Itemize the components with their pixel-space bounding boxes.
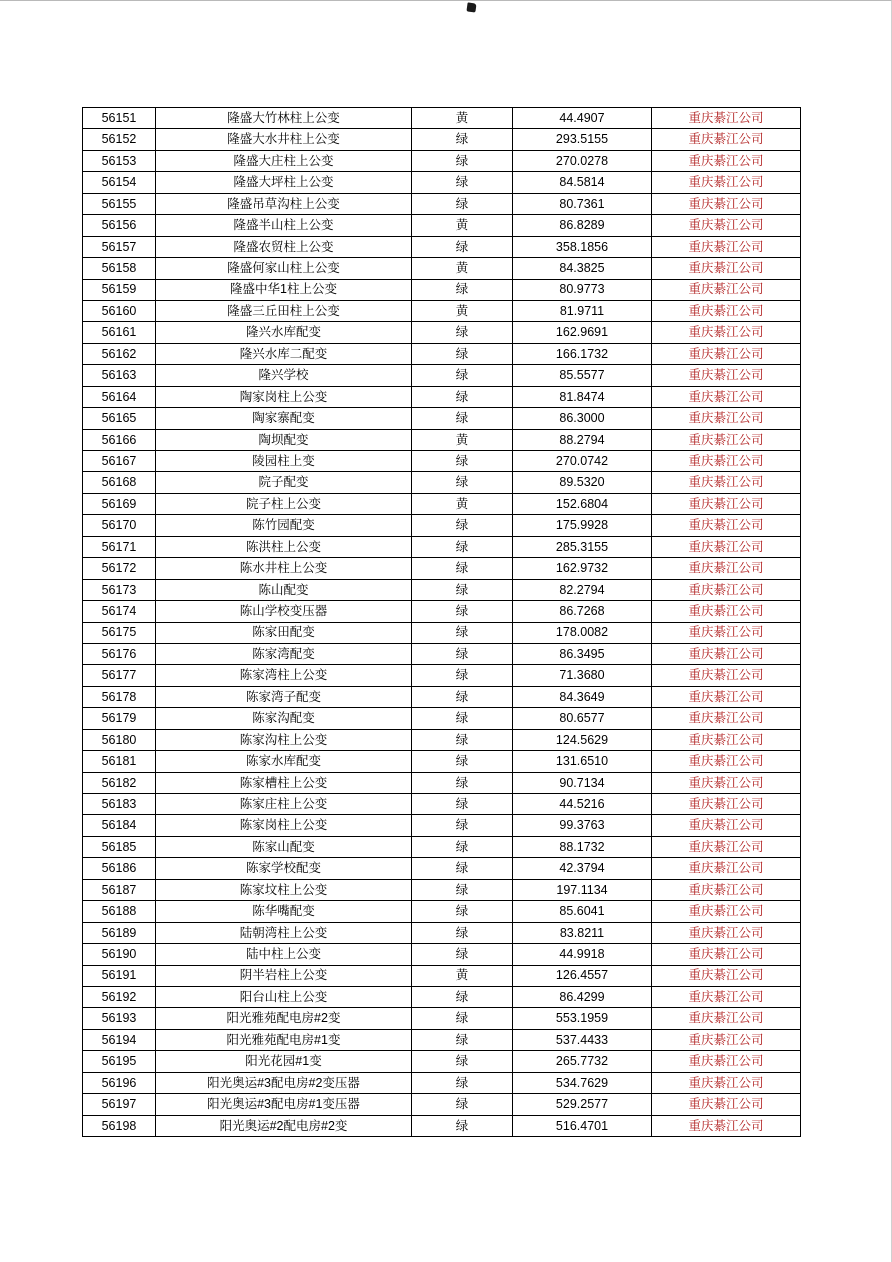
cell-name: 陈家学校配变 — [156, 858, 412, 879]
cell-name: 陈洪柱上公变 — [156, 536, 412, 557]
cell-name: 陈家沟配变 — [156, 708, 412, 729]
cell-status: 绿 — [412, 601, 513, 622]
cell-name: 阳光花园#1变 — [156, 1051, 412, 1072]
cell-name: 院子配变 — [156, 472, 412, 493]
cell-company: 重庆綦江公司 — [652, 172, 801, 193]
cell-value: 99.3763 — [513, 815, 652, 836]
cell-id: 56179 — [83, 708, 156, 729]
cell-id: 56181 — [83, 751, 156, 772]
cell-company: 重庆綦江公司 — [652, 879, 801, 900]
cell-status: 绿 — [412, 772, 513, 793]
cell-company: 重庆綦江公司 — [652, 794, 801, 815]
cell-name: 隆兴学校 — [156, 365, 412, 386]
cell-id: 56189 — [83, 922, 156, 943]
cell-id: 56157 — [83, 236, 156, 257]
table-row — [83, 965, 801, 986]
cell-value: 162.9732 — [513, 558, 652, 579]
cell-name: 陈山学校变压器 — [156, 601, 412, 622]
cell-value: 86.3495 — [513, 643, 652, 664]
cell-value: 84.5814 — [513, 172, 652, 193]
cell-status: 绿 — [412, 150, 513, 171]
cell-company: 重庆綦江公司 — [652, 279, 801, 300]
cell-status: 绿 — [412, 643, 513, 664]
table-row — [83, 836, 801, 857]
cell-company: 重庆綦江公司 — [652, 129, 801, 150]
cell-status: 黄 — [412, 258, 513, 279]
cell-status: 绿 — [412, 236, 513, 257]
cell-name: 隆盛大庄柱上公变 — [156, 150, 412, 171]
cell-status: 绿 — [412, 322, 513, 343]
cell-id: 56190 — [83, 944, 156, 965]
cell-name: 隆盛三丘田柱上公变 — [156, 300, 412, 321]
table-row — [83, 751, 801, 772]
cell-company: 重庆綦江公司 — [652, 365, 801, 386]
cell-name: 隆兴水库配变 — [156, 322, 412, 343]
cell-company: 重庆綦江公司 — [652, 815, 801, 836]
table-row — [83, 365, 801, 386]
cell-status: 黄 — [412, 493, 513, 514]
cell-status: 绿 — [412, 858, 513, 879]
cell-id: 56176 — [83, 643, 156, 664]
cell-value: 124.5629 — [513, 729, 652, 750]
cell-status: 绿 — [412, 1115, 513, 1136]
cell-value: 126.4557 — [513, 965, 652, 986]
cell-value: 358.1856 — [513, 236, 652, 257]
cell-company: 重庆綦江公司 — [652, 493, 801, 514]
table-row — [83, 279, 801, 300]
table-row — [83, 536, 801, 557]
cell-name: 隆盛大坪柱上公变 — [156, 172, 412, 193]
table-row — [83, 879, 801, 900]
cell-name: 陈竹园配变 — [156, 515, 412, 536]
table-row — [83, 944, 801, 965]
table-row — [83, 901, 801, 922]
table-row — [83, 858, 801, 879]
cell-status: 绿 — [412, 365, 513, 386]
cell-status: 绿 — [412, 815, 513, 836]
cell-status: 绿 — [412, 922, 513, 943]
cell-status: 绿 — [412, 836, 513, 857]
cell-name: 陈家槽柱上公变 — [156, 772, 412, 793]
cell-id: 56188 — [83, 901, 156, 922]
cell-value: 81.9711 — [513, 300, 652, 321]
cell-company: 重庆綦江公司 — [652, 429, 801, 450]
cell-value: 42.3794 — [513, 858, 652, 879]
cell-company: 重庆綦江公司 — [652, 729, 801, 750]
cell-id: 56161 — [83, 322, 156, 343]
cell-value: 86.3000 — [513, 408, 652, 429]
cell-id: 56197 — [83, 1094, 156, 1115]
cell-id: 56151 — [83, 108, 156, 129]
table-row — [83, 322, 801, 343]
cell-value: 85.6041 — [513, 901, 652, 922]
cell-name: 陈山配变 — [156, 579, 412, 600]
cell-company: 重庆綦江公司 — [652, 108, 801, 129]
cell-company: 重庆綦江公司 — [652, 922, 801, 943]
cell-status: 绿 — [412, 558, 513, 579]
cell-name: 陆中柱上公变 — [156, 944, 412, 965]
cell-status: 绿 — [412, 408, 513, 429]
cell-value: 86.7268 — [513, 601, 652, 622]
table-row — [83, 815, 801, 836]
cell-id: 56180 — [83, 729, 156, 750]
cell-name: 隆盛大水井柱上公变 — [156, 129, 412, 150]
cell-value: 82.2794 — [513, 579, 652, 600]
cell-company: 重庆綦江公司 — [652, 150, 801, 171]
cell-id: 56152 — [83, 129, 156, 150]
cell-company: 重庆綦江公司 — [652, 601, 801, 622]
table-row — [83, 193, 801, 214]
table-row — [83, 300, 801, 321]
table-row — [83, 451, 801, 472]
cell-status: 绿 — [412, 129, 513, 150]
cell-company: 重庆綦江公司 — [652, 665, 801, 686]
cell-company: 重庆綦江公司 — [652, 986, 801, 1007]
cell-company: 重庆綦江公司 — [652, 708, 801, 729]
cell-id: 56177 — [83, 665, 156, 686]
cell-id: 56175 — [83, 622, 156, 643]
table-row — [83, 429, 801, 450]
cell-status: 绿 — [412, 944, 513, 965]
cell-value: 81.8474 — [513, 386, 652, 407]
cell-status: 绿 — [412, 986, 513, 1007]
cell-id: 56154 — [83, 172, 156, 193]
table-row — [83, 794, 801, 815]
table-row — [83, 108, 801, 129]
cell-id: 56178 — [83, 686, 156, 707]
cell-name: 阳光雅苑配电房#2变 — [156, 1008, 412, 1029]
cell-status: 绿 — [412, 386, 513, 407]
cell-status: 黄 — [412, 108, 513, 129]
cell-id: 56196 — [83, 1072, 156, 1093]
cell-status: 绿 — [412, 1072, 513, 1093]
cell-value: 285.3155 — [513, 536, 652, 557]
cell-value: 80.7361 — [513, 193, 652, 214]
cell-name: 陶坝配变 — [156, 429, 412, 450]
cell-name: 陶家寨配变 — [156, 408, 412, 429]
cell-company: 重庆綦江公司 — [652, 622, 801, 643]
cell-company: 重庆綦江公司 — [652, 836, 801, 857]
cell-id: 56155 — [83, 193, 156, 214]
cell-id: 56198 — [83, 1115, 156, 1136]
table-row — [83, 772, 801, 793]
cell-value: 88.2794 — [513, 429, 652, 450]
cell-id: 56174 — [83, 601, 156, 622]
table-row — [83, 601, 801, 622]
cell-id: 56182 — [83, 772, 156, 793]
cell-id: 56170 — [83, 515, 156, 536]
table-row — [83, 472, 801, 493]
cell-status: 绿 — [412, 751, 513, 772]
cell-company: 重庆綦江公司 — [652, 300, 801, 321]
cell-status: 绿 — [412, 472, 513, 493]
cell-id: 56153 — [83, 150, 156, 171]
cell-name: 陈家田配变 — [156, 622, 412, 643]
cell-value: 553.1959 — [513, 1008, 652, 1029]
cell-id: 56168 — [83, 472, 156, 493]
cell-id: 56193 — [83, 1008, 156, 1029]
cell-value: 80.6577 — [513, 708, 652, 729]
table-row — [83, 922, 801, 943]
cell-company: 重庆綦江公司 — [652, 1072, 801, 1093]
cell-id: 56194 — [83, 1029, 156, 1050]
table-row — [83, 150, 801, 171]
cell-id: 56171 — [83, 536, 156, 557]
cell-id: 56192 — [83, 986, 156, 1007]
cell-status: 绿 — [412, 622, 513, 643]
cell-status: 绿 — [412, 343, 513, 364]
cell-id: 56195 — [83, 1051, 156, 1072]
cell-status: 绿 — [412, 451, 513, 472]
cell-name: 陈家山配变 — [156, 836, 412, 857]
cell-value: 166.1732 — [513, 343, 652, 364]
cell-id: 56165 — [83, 408, 156, 429]
cell-status: 绿 — [412, 708, 513, 729]
cell-name: 院子柱上公变 — [156, 493, 412, 514]
cell-company: 重庆綦江公司 — [652, 579, 801, 600]
cell-company: 重庆綦江公司 — [652, 1094, 801, 1115]
cell-value: 265.7732 — [513, 1051, 652, 1072]
cell-status: 绿 — [412, 1029, 513, 1050]
cell-company: 重庆綦江公司 — [652, 386, 801, 407]
cell-id: 56162 — [83, 343, 156, 364]
table-row — [83, 986, 801, 1007]
cell-name: 陈家岗柱上公变 — [156, 815, 412, 836]
cell-name: 陈家坟柱上公变 — [156, 879, 412, 900]
table-row — [83, 215, 801, 236]
cell-value: 270.0278 — [513, 150, 652, 171]
cell-company: 重庆綦江公司 — [652, 965, 801, 986]
cell-status: 绿 — [412, 193, 513, 214]
table-row — [83, 1115, 801, 1136]
cell-status: 黄 — [412, 965, 513, 986]
cell-value: 529.2577 — [513, 1094, 652, 1115]
cell-id: 56167 — [83, 451, 156, 472]
cell-company: 重庆綦江公司 — [652, 1029, 801, 1050]
cell-company: 重庆綦江公司 — [652, 1115, 801, 1136]
cell-status: 绿 — [412, 515, 513, 536]
cell-value: 85.5577 — [513, 365, 652, 386]
cell-id: 56173 — [83, 579, 156, 600]
cell-name: 隆盛何家山柱上公变 — [156, 258, 412, 279]
table-row — [83, 493, 801, 514]
cell-company: 重庆綦江公司 — [652, 944, 801, 965]
cell-name: 隆兴水库二配变 — [156, 343, 412, 364]
cell-id: 56169 — [83, 493, 156, 514]
table-row — [83, 236, 801, 257]
cell-name: 隆盛吊草沟柱上公变 — [156, 193, 412, 214]
cell-id: 56164 — [83, 386, 156, 407]
cell-name: 陵园柱上变 — [156, 451, 412, 472]
cell-name: 隆盛农贸柱上公变 — [156, 236, 412, 257]
cell-company: 重庆綦江公司 — [652, 686, 801, 707]
cell-status: 黄 — [412, 215, 513, 236]
cell-company: 重庆綦江公司 — [652, 472, 801, 493]
table-row — [83, 665, 801, 686]
cell-status: 绿 — [412, 665, 513, 686]
cell-company: 重庆綦江公司 — [652, 343, 801, 364]
cell-name: 隆盛大竹林柱上公变 — [156, 108, 412, 129]
cell-company: 重庆綦江公司 — [652, 193, 801, 214]
cell-value: 71.3680 — [513, 665, 652, 686]
cell-company: 重庆綦江公司 — [652, 215, 801, 236]
cell-id: 56185 — [83, 836, 156, 857]
cell-value: 86.8289 — [513, 215, 652, 236]
cell-value: 197.1134 — [513, 879, 652, 900]
cell-name: 阳台山柱上公变 — [156, 986, 412, 1007]
cell-company: 重庆綦江公司 — [652, 1008, 801, 1029]
cell-value: 293.5155 — [513, 129, 652, 150]
table-row — [83, 1008, 801, 1029]
cell-id: 56172 — [83, 558, 156, 579]
cell-value: 84.3649 — [513, 686, 652, 707]
cell-id: 56158 — [83, 258, 156, 279]
cell-value: 175.9928 — [513, 515, 652, 536]
cell-name: 陈家湾配变 — [156, 643, 412, 664]
cell-company: 重庆綦江公司 — [652, 1051, 801, 1072]
cell-name: 隆盛半山柱上公变 — [156, 215, 412, 236]
cell-status: 黄 — [412, 429, 513, 450]
table-row — [83, 1029, 801, 1050]
cell-name: 阳光奥运#2配电房#2变 — [156, 1115, 412, 1136]
table-row — [83, 729, 801, 750]
table-row — [83, 708, 801, 729]
cell-value: 44.5216 — [513, 794, 652, 815]
table-body — [83, 108, 801, 1137]
table-row — [83, 1094, 801, 1115]
cell-name: 陈华嘴配变 — [156, 901, 412, 922]
table-row — [83, 172, 801, 193]
cell-value: 88.1732 — [513, 836, 652, 857]
cell-name: 阳光雅苑配电房#1变 — [156, 1029, 412, 1050]
cell-id: 56183 — [83, 794, 156, 815]
table-row — [83, 408, 801, 429]
table-row — [83, 686, 801, 707]
cell-id: 56186 — [83, 858, 156, 879]
cell-company: 重庆綦江公司 — [652, 751, 801, 772]
cell-status: 绿 — [412, 1094, 513, 1115]
cell-value: 178.0082 — [513, 622, 652, 643]
table-row — [83, 1072, 801, 1093]
cell-value: 534.7629 — [513, 1072, 652, 1093]
cell-status: 绿 — [412, 794, 513, 815]
cell-id: 56163 — [83, 365, 156, 386]
cell-status: 绿 — [412, 1051, 513, 1072]
cell-value: 84.3825 — [513, 258, 652, 279]
cell-status: 绿 — [412, 879, 513, 900]
cell-value: 83.8211 — [513, 922, 652, 943]
cell-status: 绿 — [412, 1008, 513, 1029]
table-row — [83, 579, 801, 600]
cell-value: 44.9918 — [513, 944, 652, 965]
cell-value: 131.6510 — [513, 751, 652, 772]
cell-name: 陈家沟柱上公变 — [156, 729, 412, 750]
cell-company: 重庆綦江公司 — [652, 451, 801, 472]
cell-name: 陈家庄柱上公变 — [156, 794, 412, 815]
cell-value: 516.4701 — [513, 1115, 652, 1136]
cell-company: 重庆綦江公司 — [652, 236, 801, 257]
cell-name: 陈家湾柱上公变 — [156, 665, 412, 686]
cell-name: 阳光奥运#3配电房#1变压器 — [156, 1094, 412, 1115]
table-row — [83, 343, 801, 364]
cell-status: 绿 — [412, 686, 513, 707]
cell-value: 162.9691 — [513, 322, 652, 343]
cell-value: 537.4433 — [513, 1029, 652, 1050]
cell-name: 陈家湾子配变 — [156, 686, 412, 707]
cell-value: 89.5320 — [513, 472, 652, 493]
cell-status: 绿 — [412, 536, 513, 557]
cell-company: 重庆綦江公司 — [652, 858, 801, 879]
transformer-load-table — [82, 107, 801, 1137]
cell-company: 重庆綦江公司 — [652, 536, 801, 557]
cell-status: 绿 — [412, 172, 513, 193]
table-row — [83, 515, 801, 536]
cell-id: 56156 — [83, 215, 156, 236]
cell-id: 56160 — [83, 300, 156, 321]
cell-value: 80.9773 — [513, 279, 652, 300]
table-row — [83, 622, 801, 643]
cell-id: 56159 — [83, 279, 156, 300]
table-row — [83, 558, 801, 579]
table-row — [83, 129, 801, 150]
cell-id: 56184 — [83, 815, 156, 836]
table-row — [83, 643, 801, 664]
cell-value: 90.7134 — [513, 772, 652, 793]
cell-name: 阴半岩柱上公变 — [156, 965, 412, 986]
cell-status: 黄 — [412, 300, 513, 321]
cell-id: 56191 — [83, 965, 156, 986]
cell-status: 绿 — [412, 901, 513, 922]
cell-name: 陶家岗柱上公变 — [156, 386, 412, 407]
cell-company: 重庆綦江公司 — [652, 901, 801, 922]
table-row — [83, 1051, 801, 1072]
cell-id: 56166 — [83, 429, 156, 450]
cell-status: 绿 — [412, 279, 513, 300]
table-row — [83, 386, 801, 407]
cell-company: 重庆綦江公司 — [652, 558, 801, 579]
cell-company: 重庆綦江公司 — [652, 322, 801, 343]
cell-name: 隆盛中华1柱上公变 — [156, 279, 412, 300]
cell-value: 152.6804 — [513, 493, 652, 514]
transformer-table-container — [82, 107, 801, 1137]
cell-name: 阳光奥运#3配电房#2变压器 — [156, 1072, 412, 1093]
cell-status: 绿 — [412, 579, 513, 600]
cell-company: 重庆綦江公司 — [652, 408, 801, 429]
cell-company: 重庆綦江公司 — [652, 643, 801, 664]
cell-value: 270.0742 — [513, 451, 652, 472]
cell-name: 陈家水库配变 — [156, 751, 412, 772]
table-row — [83, 258, 801, 279]
cell-id: 56187 — [83, 879, 156, 900]
scan-artifact-mark — [466, 2, 476, 12]
cell-name: 陆朝湾柱上公变 — [156, 922, 412, 943]
cell-company: 重庆綦江公司 — [652, 772, 801, 793]
cell-company: 重庆綦江公司 — [652, 258, 801, 279]
cell-company: 重庆綦江公司 — [652, 515, 801, 536]
cell-value: 86.4299 — [513, 986, 652, 1007]
cell-name: 陈水井柱上公变 — [156, 558, 412, 579]
cell-value: 44.4907 — [513, 108, 652, 129]
cell-status: 绿 — [412, 729, 513, 750]
